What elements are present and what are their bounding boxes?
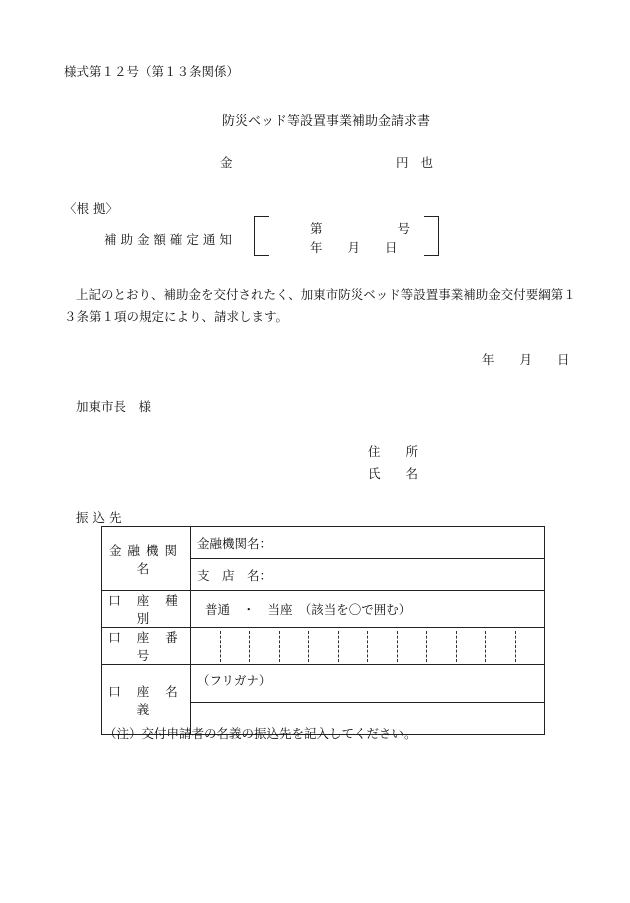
- addressee: 加東市長 様: [76, 399, 152, 414]
- digit-cell[interactable]: [339, 631, 369, 662]
- account-type-options: 普通 ・ 当座 （該当を〇で囲む）: [205, 602, 412, 617]
- digit-cell[interactable]: [250, 631, 280, 662]
- institution-name-label: 金融機関名：: [197, 535, 273, 551]
- body-text-line-2: ３条第１項の規定により、請求します。: [64, 309, 289, 324]
- digit-cell[interactable]: [309, 631, 339, 662]
- digit-cell[interactable]: [427, 631, 457, 662]
- account-type-field[interactable]: [191, 591, 545, 628]
- account-number-label: 口 座 番 号: [102, 628, 191, 665]
- digit-cell[interactable]: [516, 631, 545, 662]
- amount-input[interactable]: [238, 150, 388, 168]
- right-bracket: [424, 216, 439, 256]
- institution-label: 金融機関名: [102, 527, 191, 591]
- digit-cell[interactable]: [191, 631, 221, 662]
- basis-heading: 〈根 拠〉: [64, 201, 118, 216]
- digit-cell[interactable]: [280, 631, 310, 662]
- bank-account-table: [101, 526, 545, 735]
- furigana-field[interactable]: [191, 665, 545, 703]
- digit-cell[interactable]: [398, 631, 428, 662]
- digit-cell[interactable]: [457, 631, 487, 662]
- digit-cell[interactable]: [486, 631, 516, 662]
- branch-label: 支 店 名：: [197, 567, 273, 583]
- institution-name-field[interactable]: [191, 527, 545, 559]
- account-holder-label: 口 座 名 義: [102, 665, 191, 735]
- amount-prefix: 金: [220, 155, 233, 170]
- left-bracket: [254, 216, 269, 256]
- digit-cell[interactable]: [368, 631, 398, 662]
- branch-name-field[interactable]: [191, 559, 545, 591]
- transfer-heading: 振 込 先: [76, 510, 122, 525]
- body-text-line-1: 上記のとおり、補助金を交付されたく、加東市防災ベッド等設置事業補助金交付要綱第１: [76, 287, 576, 302]
- note: （注）交付申請者の名義の振込先を記入してください。: [104, 726, 417, 741]
- notice-label: 補 助 金 額 確 定 通 知: [104, 232, 232, 247]
- account-number-field[interactable]: [191, 628, 545, 665]
- form-number: 様式第１２号（第１３条関係）: [64, 64, 240, 79]
- notice-number-line[interactable]: 第 号: [310, 221, 411, 236]
- account-number-digits: [191, 631, 544, 662]
- amount-suffix: 円 也: [396, 155, 433, 170]
- page-title: 防災ベッド等設置事業補助金請求書: [222, 114, 431, 129]
- digit-cell[interactable]: [221, 631, 251, 662]
- address-label: 住 所: [368, 444, 419, 459]
- furigana-label: （フリガナ）: [197, 673, 272, 688]
- account-type-label: 口 座 種 別: [102, 591, 191, 628]
- name-label: 氏 名: [368, 466, 419, 481]
- notice-date-line[interactable]: 年 月 日: [310, 240, 398, 255]
- request-date[interactable]: 年 月 日: [482, 352, 570, 367]
